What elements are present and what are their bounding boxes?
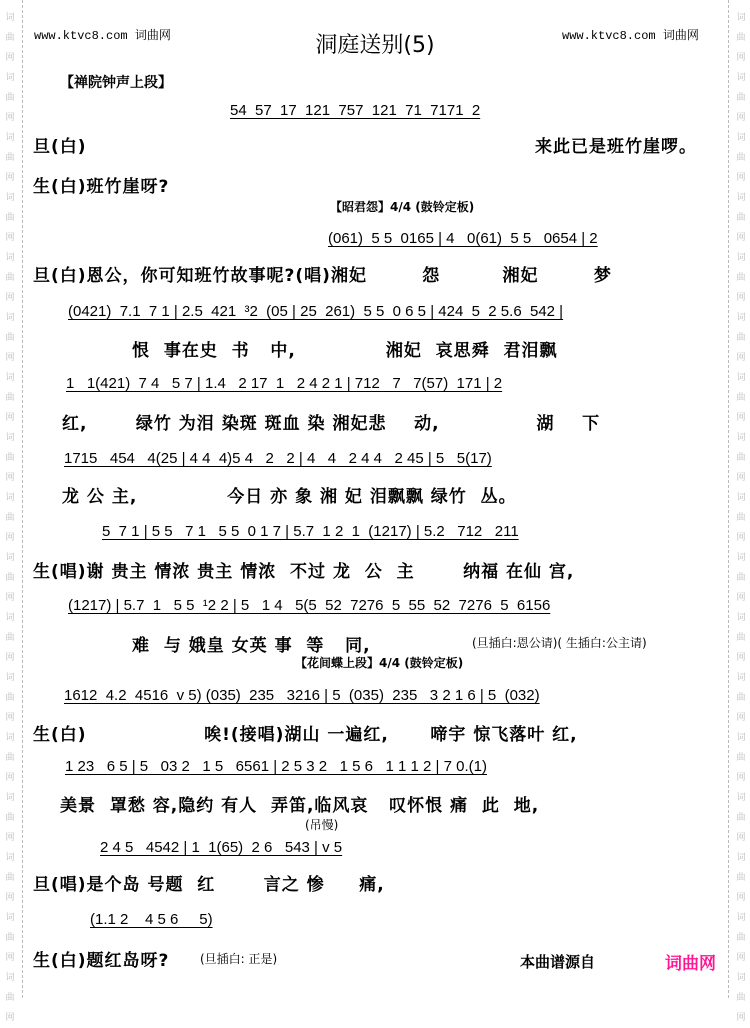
watermark-text: 词 曲 网: [736, 313, 746, 363]
source-label: 本曲谱源自: [520, 953, 596, 971]
section-label: 【花间蝶上段】4/4 (鼓铃定板): [295, 656, 464, 670]
watermark-text: 词 曲 网: [5, 733, 15, 783]
lyric-line: 红, 绿竹 为泪 染斑 斑血 染 湘妃悲 动, 湖 下: [62, 414, 601, 434]
watermark-right: [733, 8, 749, 1028]
watermark-text: 词 曲 网: [5, 433, 15, 483]
interjection: (旦插白: 正是): [200, 952, 278, 966]
watermark-text: 词 曲 网: [736, 613, 746, 663]
watermark-text: 词 曲 网: [736, 13, 746, 63]
notation-line: (061) 5 5 0165 | 4 0(61) 5 5 0654 | 2: [328, 230, 598, 247]
lyric-line: 龙 公 主, 今日 亦 象 湘 妃 泪飘飘 绿竹 丛。: [62, 487, 517, 507]
lyric-line: 旦(唱)是个岛 号题 红 言之 惨 痛,: [33, 875, 385, 895]
source-site-link[interactable]: 词曲网: [665, 954, 716, 974]
watermark-text: 词 曲 网: [736, 733, 746, 783]
watermark-text: 词 曲 网: [5, 973, 15, 1023]
dialogue-line: 来此已是班竹崖啰。: [535, 137, 697, 157]
site-url-left[interactable]: www.ktvc8.com 词曲网: [34, 29, 171, 43]
watermark-text: 词 曲 网: [736, 793, 746, 843]
site-url-right[interactable]: www.ktvc8.com 词曲网: [562, 29, 699, 43]
notation-line: 1 1(421) 7 4 5 7 | 1.4 2 17 1 2 4 2 1 | 712 7 7(57) 171 | 2: [66, 375, 503, 392]
watermark-text: 词 曲 网: [736, 433, 746, 483]
watermark-text: 词 曲 网: [736, 373, 746, 423]
watermark-text: 词 曲 网: [5, 313, 15, 363]
notation-line: (1217) | 5.7 1 5 5 ¹2 2 | 5 1 4 5(5 52 7276 5 55 52 7276 5 6156: [68, 597, 551, 614]
left-border: [22, 0, 23, 998]
watermark-text: 词 曲 网: [736, 913, 746, 963]
section-label: 【禅院钟声上段】: [60, 75, 172, 91]
interjection: (旦插白:恩公请)( 生插白:公主请): [472, 636, 647, 650]
section-label: 【昭君怨】4/4 (鼓铃定板): [330, 200, 475, 214]
page-title: 洞庭送别(5): [315, 33, 435, 58]
watermark-text: 词 曲 网: [736, 253, 746, 303]
watermark-text: 词 曲 网: [5, 613, 15, 663]
watermark-text: 词 曲 网: [5, 253, 15, 303]
dialogue-line: 生(白)题红岛呀?: [33, 951, 170, 971]
notation-line: 54 57 17 121 757 121 71 7171 2: [230, 102, 481, 119]
notation-line: 1612 4.2 4516 v 5) (035) 235 3216 | 5 (035) 235 3 2 1 6 | 5 (032): [64, 687, 540, 704]
tempo-mark: (吊慢): [305, 818, 339, 832]
watermark-text: 词 曲 网: [5, 193, 15, 243]
lyric-line: 恨 事在史 书 中, 湘妃 哀思舜 君泪飘: [132, 341, 558, 361]
notation-line: 1715 454 4(25 | 4 4 4)5 4 2 2 | 4 4 2 4 4 2 45 | 5 5(17): [64, 450, 492, 467]
watermark-text: 词 曲 网: [736, 553, 746, 603]
watermark-text: 词 曲 网: [5, 373, 15, 423]
right-border: [728, 0, 729, 998]
watermark-text: 词 曲 网: [5, 73, 15, 123]
notation-line: 1 23 6 5 | 5 03 2 1 5 6561 | 2 5 3 2 1 5 6 1 1 1 2 | 7 0.(1): [65, 758, 487, 775]
notation-line: 5 7 1 | 5 5 7 1 5 5 0 1 7 | 5.7 1 2 1 (1217) | 5.2 712 211: [102, 523, 519, 540]
notation-line: 2 4 5 4542 | 1 1(65) 2 6 543 | v 5: [100, 839, 343, 856]
watermark-text: 词 曲 网: [736, 133, 746, 183]
lyric-line: 生(唱)谢 贵主 情浓 贵主 情浓 不过 龙 公 主 纳福 在仙 宫,: [33, 562, 575, 582]
watermark-text: 词 曲 网: [5, 793, 15, 843]
watermark-text: 词 曲 网: [736, 193, 746, 243]
lyric-line: 美景 罩愁 容,隐约 有人 弄笛,临风哀 叹怀恨 痛 此 地,: [60, 796, 540, 816]
dialogue-line: 旦(白): [33, 137, 87, 157]
watermark-text: 词 曲 网: [5, 133, 15, 183]
lyric-line: 生(白) 唉!(接唱)湖山 一遍红, 啼宇 惊飞落叶 红,: [33, 725, 578, 745]
dialogue-line: 生(白)班竹崖呀?: [33, 177, 170, 197]
watermark-text: 词 曲 网: [5, 673, 15, 723]
watermark-text: 词 曲 网: [736, 973, 746, 1023]
watermark-text: 词 曲 网: [5, 13, 15, 63]
notation-line: (1.1 2 4 5 6 5): [90, 911, 213, 928]
watermark-text: 词 曲 网: [736, 493, 746, 543]
lyric-line: 旦(白)恩公，你可知班竹故事呢?(唱)湘妃 怨 湘妃 梦: [33, 266, 612, 286]
watermark-text: 词 曲 网: [736, 673, 746, 723]
watermark-text: 词 曲 网: [5, 553, 15, 603]
lyric-line: 难 与 娥皇 女英 事 等 同,: [132, 636, 371, 656]
notation-line: (0421) 7.1 7 1 | 2.5 421 ³2 (05 | 25 261) 5 5 0 6 5 | 424 5 2 5.6 542 |: [68, 303, 564, 320]
watermark-text: 词 曲 网: [5, 913, 15, 963]
watermark-text: 词 曲 网: [736, 853, 746, 903]
watermark-text: 词 曲 网: [5, 493, 15, 543]
watermark-left: [2, 8, 18, 1028]
watermark-text: 词 曲 网: [736, 73, 746, 123]
watermark-text: 词 曲 网: [5, 853, 15, 903]
